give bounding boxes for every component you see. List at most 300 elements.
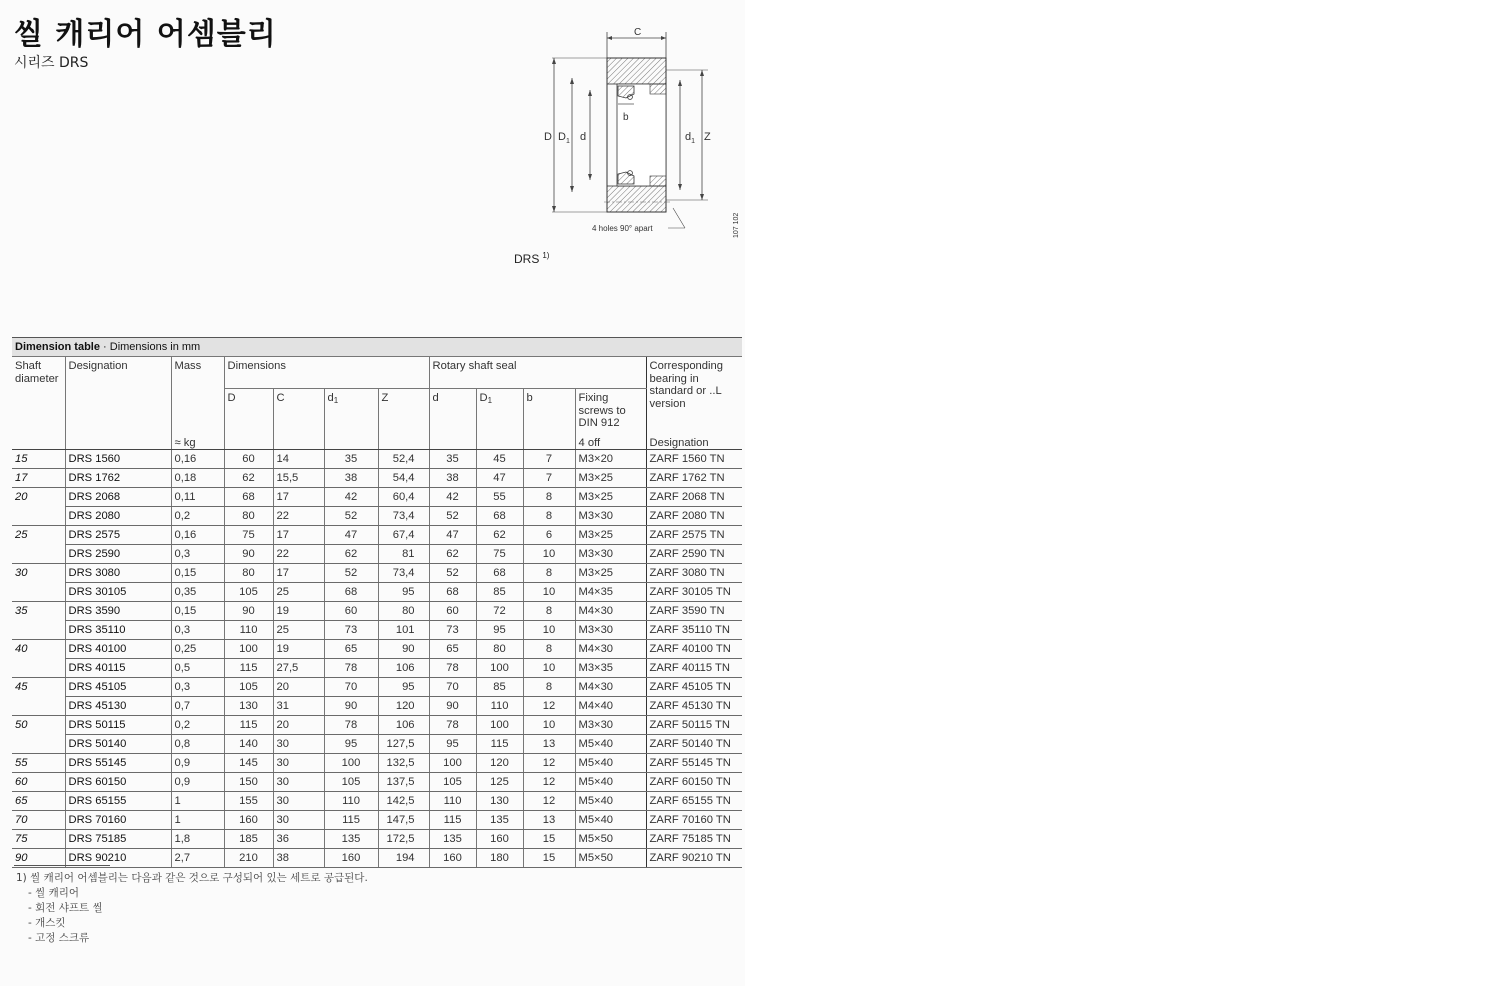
cell-Z: 67,4 [378, 526, 429, 545]
cell-mass: 0,2 [171, 716, 224, 735]
table-row [12, 488, 742, 507]
cell-b: 8 [523, 564, 575, 583]
drawing-code: 107 102 [733, 212, 740, 238]
table-row [12, 830, 742, 849]
footnote-item: - 회전 샤프트 씰 [28, 902, 103, 914]
table-row [12, 659, 742, 678]
cell-b: 12 [523, 773, 575, 792]
cell-fixing-screw: M5×40 [575, 735, 646, 754]
cell-mass: 0,7 [171, 697, 224, 716]
cell-bearing: ZARF 2080 TN [646, 507, 742, 526]
cell-C: 15,5 [273, 469, 324, 488]
cell-designation: DRS 65155 [65, 792, 171, 811]
cell-b: 7 [523, 450, 575, 469]
cell-D1: 100 [476, 716, 523, 735]
cell-mass: 0,3 [171, 545, 224, 564]
cell-shaft [12, 583, 65, 602]
table-row [12, 811, 742, 830]
cell-D1: 85 [476, 678, 523, 697]
cell-fixing-screw: M5×40 [575, 811, 646, 830]
cell-designation: DRS 30105 [65, 583, 171, 602]
cell-shaft [12, 697, 65, 716]
cell-shaft: 17 [12, 469, 65, 488]
table-row [12, 754, 742, 773]
cell-Z: 52,4 [378, 450, 429, 469]
cell-C: 17 [273, 564, 324, 583]
cell-bearing: ZARF 2068 TN [646, 488, 742, 507]
cell-D1: 62 [476, 526, 523, 545]
cell-shaft: 90 [12, 849, 65, 868]
footnote-rule [14, 865, 110, 866]
cell-d: 60 [429, 602, 476, 621]
cell-D1: 45 [476, 450, 523, 469]
footnote-intro: 1) 씰 캐리어 어셈블리는 다음과 같은 것으로 구성되어 있는 세트로 공급된다. [16, 872, 368, 884]
cell-Z: 95 [378, 583, 429, 602]
cell-Z: 127,5 [378, 735, 429, 754]
table-row [12, 678, 742, 697]
cell-Z: 106 [378, 659, 429, 678]
drawing-caption [514, 251, 549, 266]
header-b: b [523, 389, 575, 435]
header-designation: Designation [65, 357, 171, 434]
cell-bearing: ZARF 3080 TN [646, 564, 742, 583]
cell-mass: 0,3 [171, 678, 224, 697]
cell-Z: 172,5 [378, 830, 429, 849]
table-row [12, 773, 742, 792]
cell-d1: 95 [324, 735, 378, 754]
drawing-holes-note: 4 holes 90° apart [592, 224, 653, 233]
cell-designation: DRS 35110 [65, 621, 171, 640]
cell-mass: 0,15 [171, 564, 224, 583]
cell-mass: 0,18 [171, 469, 224, 488]
cell-d1: 35 [324, 450, 378, 469]
header-d1: $d_1$ [324, 389, 378, 435]
footnote-item: - 씰 캐리어 [28, 887, 80, 899]
cell-designation: DRS 50115 [65, 716, 171, 735]
table-row [12, 621, 742, 640]
cell-designation: DRS 3080 [65, 564, 171, 583]
header-blank-3 [324, 434, 378, 450]
cell-shaft: 45 [15, 680, 28, 693]
header-shaft-blank [12, 434, 65, 450]
cell-D: 150 [224, 773, 273, 792]
cell-fixing-screw: M4×30 [575, 602, 646, 621]
cell-designation: DRS 50140 [65, 735, 171, 754]
cell-C: 30 [273, 792, 324, 811]
cell-mass: 1 [171, 792, 224, 811]
cell-Z: 137,5 [378, 773, 429, 792]
cell-b: 8 [523, 678, 575, 697]
table-row [12, 640, 742, 659]
header-D1: $D_1$ [476, 389, 523, 435]
cell-bearing: ZARF 35110 TN [646, 621, 742, 640]
cell-D1: 72 [476, 602, 523, 621]
cell-d: 52 [429, 507, 476, 526]
cell-D: 155 [224, 792, 273, 811]
cell-fixing-screw: M4×40 [575, 697, 646, 716]
cell-D: 100 [224, 640, 273, 659]
cell-Z: 90 [378, 640, 429, 659]
cell-fixing-screw: M3×25 [575, 526, 646, 545]
cell-fixing-screw: M5×40 [575, 754, 646, 773]
cell-Z: 73,4 [378, 564, 429, 583]
cell-D1: 55 [476, 488, 523, 507]
header-blank-4 [378, 434, 429, 450]
cell-mass: 1 [171, 811, 224, 830]
cell-mass: 0,16 [171, 526, 224, 545]
cell-D: 60 [224, 450, 273, 469]
cell-fixing-screw: M3×20 [575, 450, 646, 469]
cell-shaft: 35 [15, 604, 28, 617]
cell-D1: 80 [476, 640, 523, 659]
cell-d1: 47 [324, 526, 378, 545]
cell-b: 10 [523, 716, 575, 735]
cell-C: 38 [273, 849, 324, 868]
cell-d1: 160 [324, 849, 378, 868]
cell-shaft: 65 [12, 792, 65, 811]
drawing-label-d: d [580, 131, 587, 143]
cell-C: 19 [273, 602, 324, 621]
cell-bearing: ZARF 40100 TN [646, 640, 742, 659]
cell-C: 20 [273, 716, 324, 735]
cell-bearing: ZARF 75185 TN [646, 830, 742, 849]
cell-b: 8 [523, 488, 575, 507]
header-blank-5 [429, 434, 476, 450]
cell-d: 47 [429, 526, 476, 545]
cell-mass: 0,15 [171, 602, 224, 621]
cell-fixing-screw: M4×30 [575, 678, 646, 697]
table-title-bar [12, 337, 742, 357]
cell-d: 65 [429, 640, 476, 659]
cell-D: 185 [224, 830, 273, 849]
cell-D: 110 [224, 621, 273, 640]
cell-D1: 85 [476, 583, 523, 602]
table-row [12, 583, 742, 602]
cell-Z: 60,4 [378, 488, 429, 507]
cell-Z: 54,4 [378, 469, 429, 488]
drawing-caption-note: 1) [542, 251, 550, 260]
cell-C: 30 [273, 754, 324, 773]
page-subtitle: 시리즈 DRS [14, 55, 89, 71]
cell-designation: DRS 60150 [65, 773, 171, 792]
cell-designation: DRS 70160 [65, 811, 171, 830]
drawing-caption-text: DRS [514, 252, 540, 266]
cell-D: 160 [224, 811, 273, 830]
cell-C: 25 [273, 621, 324, 640]
cell-d1: 60 [324, 602, 378, 621]
cell-bearing: ZARF 55145 TN [646, 754, 742, 773]
cell-D1: 180 [476, 849, 523, 868]
cell-D: 80 [224, 507, 273, 526]
cell-D: 105 [224, 583, 273, 602]
cell-b: 8 [523, 602, 575, 621]
cell-bearing: ZARF 45130 TN [646, 697, 742, 716]
cell-d1: 105 [324, 773, 378, 792]
cell-D: 75 [224, 526, 273, 545]
table-row [12, 507, 742, 526]
cell-d: 95 [429, 735, 476, 754]
cell-shaft: 60 [12, 773, 65, 792]
table-row [12, 697, 742, 716]
cell-fixing-screw: M3×30 [575, 621, 646, 640]
cell-mass: 0,8 [171, 735, 224, 754]
cell-designation: DRS 1560 [65, 450, 171, 469]
cell-mass: 0,25 [171, 640, 224, 659]
cell-D: 115 [224, 659, 273, 678]
cell-C: 14 [273, 450, 324, 469]
cell-designation: DRS 2575 [65, 526, 171, 545]
table-row [12, 450, 742, 469]
cell-bearing: ZARF 30105 TN [646, 583, 742, 602]
cell-d: 100 [429, 754, 476, 773]
cell-fixing-screw: M4×35 [575, 583, 646, 602]
cell-fixing-screw: M4×30 [575, 640, 646, 659]
cell-b: 8 [523, 507, 575, 526]
cell-d1: 38 [324, 469, 378, 488]
cell-C: 25 [273, 583, 324, 602]
cell-D1: 115 [476, 735, 523, 754]
cell-d1: 100 [324, 754, 378, 773]
cell-D: 105 [224, 678, 273, 697]
cell-fixing-screw: M3×25 [575, 488, 646, 507]
cell-mass: 0,9 [171, 754, 224, 773]
header-designation-blank [65, 434, 171, 450]
cell-D: 68 [224, 488, 273, 507]
cell-C: 17 [273, 488, 324, 507]
drawing-label-b: b [623, 112, 629, 123]
cell-fixing-screw: M3×30 [575, 716, 646, 735]
cell-D1: 75 [476, 545, 523, 564]
cell-shaft [12, 659, 65, 678]
cell-d1: 73 [324, 621, 378, 640]
header-D: D [224, 389, 273, 435]
cell-designation: DRS 40115 [65, 659, 171, 678]
cell-D1: 125 [476, 773, 523, 792]
table-row [12, 716, 742, 735]
header-mass-unit: ≈ kg [171, 434, 224, 450]
table-row [12, 849, 742, 868]
header-fixing-sub: 4 off [575, 434, 646, 450]
cell-Z: 147,5 [378, 811, 429, 830]
cell-Z: 95 [378, 678, 429, 697]
cell-shaft: 75 [12, 830, 65, 849]
cell-fixing-screw: M3×25 [575, 564, 646, 583]
cell-C: 19 [273, 640, 324, 659]
cell-shaft [12, 621, 65, 640]
cell-shaft: 20 [15, 490, 28, 503]
cell-Z: 73,4 [378, 507, 429, 526]
cell-D: 145 [224, 754, 273, 773]
cell-d: 73 [429, 621, 476, 640]
header-mass: Mass [171, 357, 224, 434]
cell-D1: 130 [476, 792, 523, 811]
cell-D1: 100 [476, 659, 523, 678]
header-blank-7 [523, 434, 575, 450]
footnote-item: - 개스킷 [28, 917, 66, 929]
cell-bearing: ZARF 50140 TN [646, 735, 742, 754]
cell-D1: 160 [476, 830, 523, 849]
cell-d1: 42 [324, 488, 378, 507]
cell-C: 30 [273, 735, 324, 754]
cell-bearing: ZARF 65155 TN [646, 792, 742, 811]
cell-Z: 101 [378, 621, 429, 640]
cell-b: 10 [523, 621, 575, 640]
cell-shaft: 70 [12, 811, 65, 830]
technical-drawing [530, 20, 745, 255]
cell-d1: 52 [324, 507, 378, 526]
cell-d: 42 [429, 488, 476, 507]
cell-D1: 68 [476, 564, 523, 583]
header-blank-6 [476, 434, 523, 450]
cell-d1: 62 [324, 545, 378, 564]
cell-shaft: 15 [12, 450, 65, 469]
cell-d: 110 [429, 792, 476, 811]
drawing-label-D1: $D_1$ [558, 131, 570, 145]
header-rotary-seal: Rotary shaft seal [429, 357, 646, 389]
cell-designation: DRS 2068 [65, 488, 171, 507]
cell-mass: 2,7 [171, 849, 224, 868]
cell-d: 68 [429, 583, 476, 602]
header-blank-1 [224, 434, 273, 450]
cell-mass: 0,11 [171, 488, 224, 507]
cell-C: 22 [273, 545, 324, 564]
cell-b: 10 [523, 545, 575, 564]
cell-fixing-screw: M3×30 [575, 545, 646, 564]
cell-d1: 78 [324, 659, 378, 678]
table-title: Dimension table [15, 341, 100, 353]
cell-Z: 120 [378, 697, 429, 716]
cell-mass: 0,35 [171, 583, 224, 602]
cell-designation: DRS 55145 [65, 754, 171, 773]
cell-d: 52 [429, 564, 476, 583]
header-Z: Z [378, 389, 429, 435]
cell-Z: 106 [378, 716, 429, 735]
cell-D: 210 [224, 849, 273, 868]
cell-d1: 70 [324, 678, 378, 697]
cell-d1: 115 [324, 811, 378, 830]
table-title-units: · Dimensions in mm [99, 341, 201, 353]
footnote-item: - 고정 스크류 [28, 932, 90, 944]
cell-d1: 78 [324, 716, 378, 735]
cell-bearing: ZARF 90210 TN [646, 849, 742, 868]
cell-shaft [12, 545, 65, 564]
header-corresponding-bearing: Corresponding bearing in standard or ..L version [646, 357, 742, 434]
cell-fixing-screw: M3×35 [575, 659, 646, 678]
cell-b: 10 [523, 659, 575, 678]
cell-D1: 95 [476, 621, 523, 640]
cell-bearing: ZARF 50115 TN [646, 716, 742, 735]
cell-designation: DRS 75185 [65, 830, 171, 849]
header-d: d [429, 389, 476, 435]
cell-b: 12 [523, 792, 575, 811]
cell-d1: 135 [324, 830, 378, 849]
drawing-label-d1: $d_1$ [685, 131, 696, 145]
cell-fixing-screw: M5×40 [575, 773, 646, 792]
cell-C: 20 [273, 678, 324, 697]
cell-d: 160 [429, 849, 476, 868]
header-fixing-screws: Fixing screws to DIN 912 [575, 389, 646, 435]
cell-C: 30 [273, 773, 324, 792]
cell-d: 78 [429, 659, 476, 678]
cell-b: 8 [523, 640, 575, 659]
cell-D: 90 [224, 602, 273, 621]
cell-d: 115 [429, 811, 476, 830]
cell-designation: DRS 45105 [65, 678, 171, 697]
dimension-grid [12, 357, 742, 868]
cell-shaft [12, 507, 65, 526]
cell-d: 62 [429, 545, 476, 564]
cell-D1: 110 [476, 697, 523, 716]
cell-d: 135 [429, 830, 476, 849]
cell-d: 35 [429, 450, 476, 469]
page-title: 씰 캐리어 어셈블리 [14, 17, 277, 52]
cell-d1: 90 [324, 697, 378, 716]
cell-Z: 132,5 [378, 754, 429, 773]
table-row [12, 526, 742, 545]
cell-shaft: 25 [15, 528, 28, 541]
cell-d1: 68 [324, 583, 378, 602]
cell-b: 12 [523, 754, 575, 773]
cell-d1: 65 [324, 640, 378, 659]
cell-b: 7 [523, 469, 575, 488]
cell-Z: 80 [378, 602, 429, 621]
cell-b: 15 [523, 830, 575, 849]
cell-shaft: 40 [15, 642, 28, 655]
cell-shaft: 50 [15, 718, 28, 731]
cell-designation: DRS 2080 [65, 507, 171, 526]
cell-C: 17 [273, 526, 324, 545]
cell-C: 27,5 [273, 659, 324, 678]
header-blank-2 [273, 434, 324, 450]
cell-D1: 120 [476, 754, 523, 773]
cell-Z: 194 [378, 849, 429, 868]
cell-b: 10 [523, 583, 575, 602]
table-row [12, 564, 742, 583]
drawing-label-C: C [634, 27, 642, 38]
drawing-label-Z: Z [704, 131, 711, 143]
cell-mass: 0,9 [171, 773, 224, 792]
header-corr-sub: Designation [646, 434, 742, 450]
cell-mass: 0,16 [171, 450, 224, 469]
cell-b: 6 [523, 526, 575, 545]
cell-C: 22 [273, 507, 324, 526]
header-shaft: Shaft diameter [15, 360, 59, 385]
cell-fixing-screw: M5×40 [575, 792, 646, 811]
cell-b: 15 [523, 849, 575, 868]
cell-d: 38 [429, 469, 476, 488]
cell-bearing: ZARF 3590 TN [646, 602, 742, 621]
cell-fixing-screw: M5×50 [575, 830, 646, 849]
cell-d: 105 [429, 773, 476, 792]
cell-D: 130 [224, 697, 273, 716]
cell-bearing: ZARF 70160 TN [646, 811, 742, 830]
table-row [12, 469, 742, 488]
cell-d: 78 [429, 716, 476, 735]
cell-shaft: 55 [12, 754, 65, 773]
cell-C: 31 [273, 697, 324, 716]
cell-designation: DRS 2590 [65, 545, 171, 564]
cell-shaft: 30 [15, 566, 28, 579]
cell-mass: 1,8 [171, 830, 224, 849]
cell-d1: 52 [324, 564, 378, 583]
cell-bearing: ZARF 2575 TN [646, 526, 742, 545]
cell-D: 80 [224, 564, 273, 583]
cell-fixing-screw: M5×50 [575, 849, 646, 868]
cell-fixing-screw: M3×30 [575, 507, 646, 526]
dimension-table [12, 337, 742, 868]
cell-designation: DRS 1762 [65, 469, 171, 488]
table-row [12, 602, 742, 621]
